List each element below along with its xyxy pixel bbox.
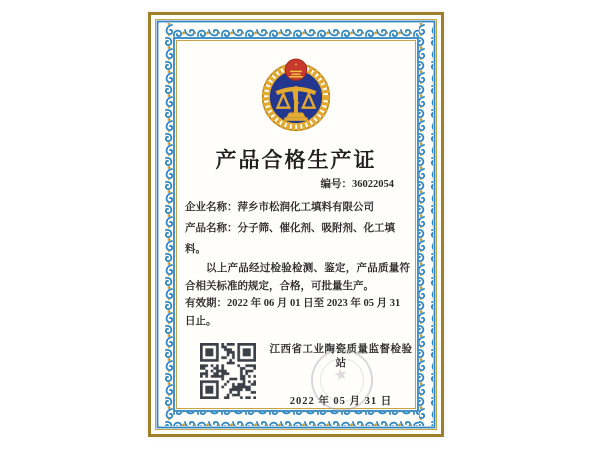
issuer-block	[268, 343, 414, 411]
company-name-row	[185, 197, 410, 218]
product-name-row	[185, 218, 410, 260]
product-name-value: 分子筛、催化剂、吸附剂、化工填料。	[185, 223, 395, 255]
issue-date: 2022 年 05 月 31 日	[289, 396, 393, 407]
certificate	[148, 12, 444, 437]
company-name-value: 萍乡市松润化工填料有限公司	[237, 202, 374, 213]
company-name-label: 企业名称：	[185, 202, 238, 213]
issuer-section	[178, 343, 414, 411]
validity-line	[178, 295, 414, 330]
quality-statement: 以上产品经过检验检测、鉴定，产品质量符合相关标准的规定，合格，可批量生产。	[185, 263, 410, 292]
serial-label: 编号：	[320, 179, 352, 190]
validity-label: 有效期：	[185, 298, 227, 309]
qr-code	[200, 343, 256, 399]
product-name-label: 产品名称：	[185, 223, 238, 234]
serial-number: 36022054	[352, 179, 394, 190]
issuer-name: 江西省工业陶瓷质量监督检验站	[269, 344, 413, 369]
aic-badge-emblem-icon	[178, 56, 414, 134]
stamp-star-icon: ★	[333, 366, 349, 385]
certificate-content	[178, 42, 414, 407]
certificate-fields	[178, 197, 414, 260]
validity-value: 2022 年 06 月 01 日至 2023 年 05 月 31 日止。	[185, 298, 401, 327]
serial-number-line	[178, 178, 414, 191]
certificate-title: 产品合格生产证	[215, 148, 377, 172]
